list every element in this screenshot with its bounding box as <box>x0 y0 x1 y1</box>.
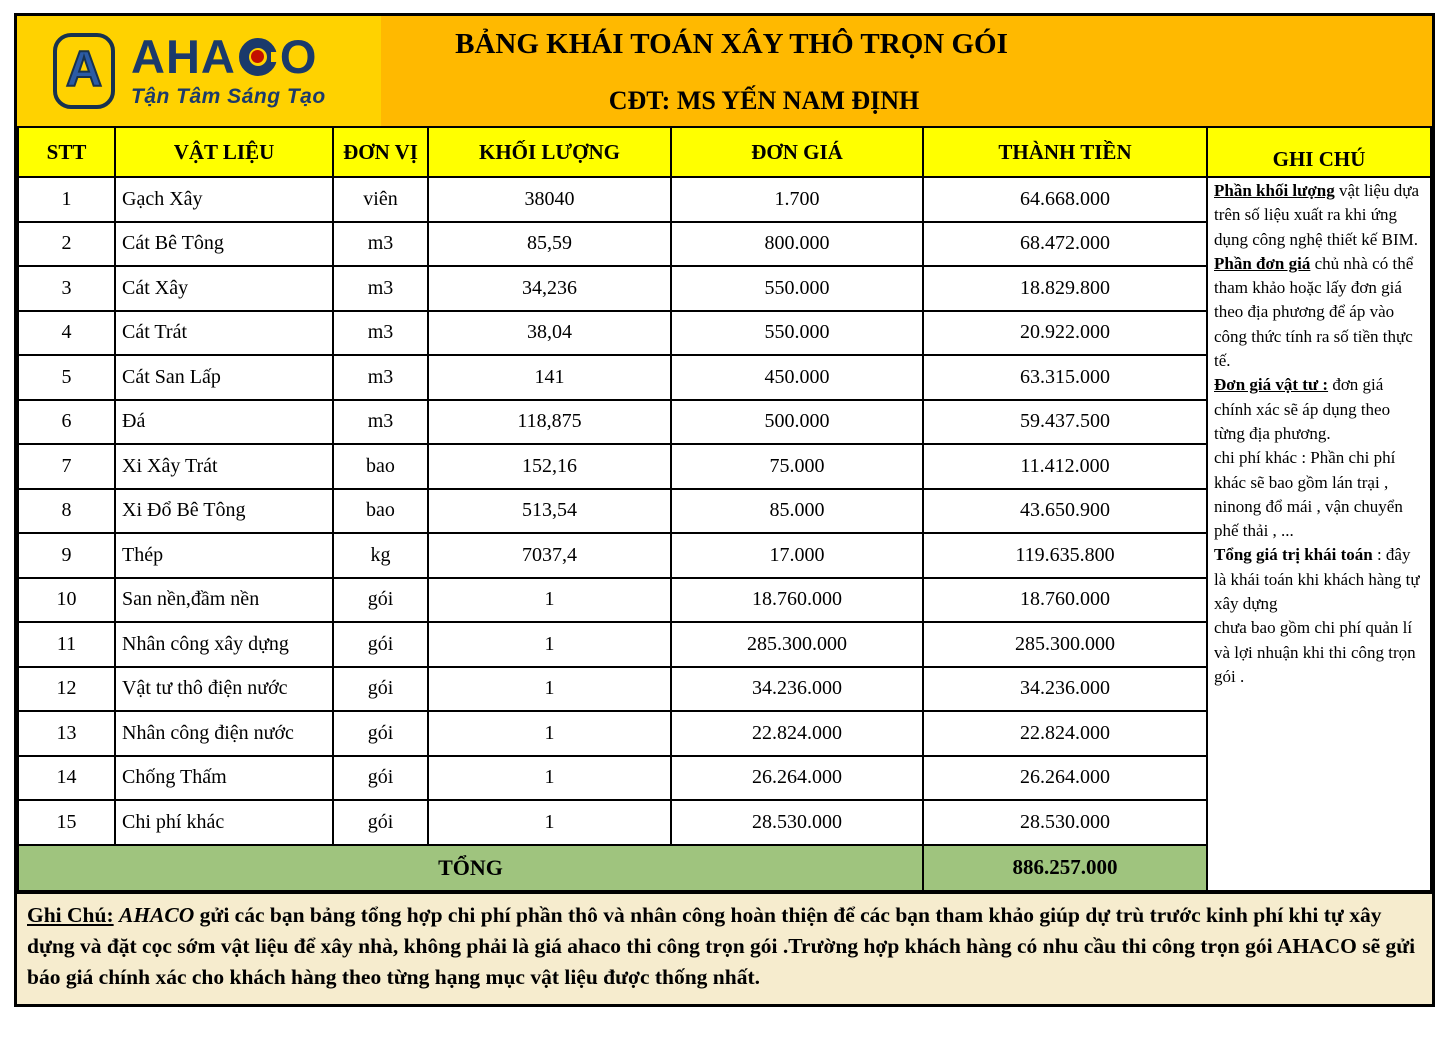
brand-tagline: Tận Tâm Sáng Tạo <box>131 85 326 108</box>
amount-cell: 20.922.000 <box>923 311 1207 356</box>
unit-cell: gói <box>333 667 428 712</box>
row-index-cell: 14 <box>18 756 115 801</box>
document-subtitle: CĐT: MS YẾN NAM ĐỊNH <box>608 86 920 115</box>
material-cell: San nền,đầm nền <box>115 578 333 623</box>
quantity-cell: 1 <box>428 800 671 845</box>
unit-cell: m3 <box>333 311 428 356</box>
unit-cell: gói <box>333 800 428 845</box>
column-header-vat-lieu: VẬT LIỆU <box>115 127 333 177</box>
amount-cell: 119.635.800 <box>923 533 1207 578</box>
amount-cell: 18.829.800 <box>923 266 1207 311</box>
unit-price-cell: 85.000 <box>671 489 923 534</box>
ahaco-logo <box>17 16 381 126</box>
brand-wordmark: A H A O <box>131 30 318 83</box>
quantity-cell: 1 <box>428 711 671 756</box>
unit-price-cell: 550.000 <box>671 311 923 356</box>
note-paragraph: Ghi Chú: AHACO gửi các bạn bảng tổng hợp chi phí phần thô và nhân công hoàn thiện để các bạn tham khảo giúp dự trù trước kinh phí khi tự xây dựng và đặt cọc sớm vật liệu để xây nhà, không phải là giá ahaco thi công trọn gói .Trường hợp khách hàng có nhu cầu thi công trọn gói AHACO sẽ gửi báo giá chính xác cho khách hàng theo từng hạng mục vật liệu được thống nhất. <box>27 902 1416 990</box>
amount-cell: 11.412.000 <box>923 444 1207 489</box>
notes-cell <box>1207 177 1431 891</box>
material-cell: Chống Thấm <box>115 756 333 801</box>
header-band <box>17 16 1432 126</box>
note-paragraph: Tổng giá trị khái toán : đây là khái toán khi khách hàng tự xây dựng <box>1214 545 1420 614</box>
quantity-cell: 38,04 <box>428 311 671 356</box>
row-index-cell: 2 <box>18 222 115 267</box>
unit-cell: viên <box>333 177 428 222</box>
unit-cell: m3 <box>333 355 428 400</box>
document-title: BẢNG KHÁI TOÁN XÂY THÔ TRỌN GÓI <box>455 28 1008 60</box>
unit-price-cell: 17.000 <box>671 533 923 578</box>
material-cell: Cát Trát <box>115 311 333 356</box>
quantity-cell: 85,59 <box>428 222 671 267</box>
unit-price-cell: 26.264.000 <box>671 756 923 801</box>
amount-cell: 59.437.500 <box>923 400 1207 445</box>
logo-letter-a: A <box>65 41 103 97</box>
note-paragraph: Phần khối lượng vật liệu dựa trên số liệu xuất ra khi ứng dụng công nghệ thiết kế BIM. <box>1214 181 1419 249</box>
row-index-cell: 4 <box>18 311 115 356</box>
note-paragraph: chi phí khác : Phần chi phí khác sẽ bao gồm lán trại , ninong đổ mái , vận chuyển phế thải , ... <box>1214 448 1403 541</box>
unit-price-cell: 34.236.000 <box>671 667 923 712</box>
row-index-cell: 15 <box>18 800 115 845</box>
total-label-cell: TỔNG <box>18 845 923 891</box>
unit-price-cell: 18.760.000 <box>671 578 923 623</box>
column-header-don-gia: ĐƠN GIÁ <box>671 127 923 177</box>
note-paragraph: chưa bao gồm chi phí quản lí và lợi nhuận khi thi công trọn gói . <box>1214 618 1416 686</box>
amount-cell: 68.472.000 <box>923 222 1207 267</box>
note-paragraph: Đơn giá vật tư : đơn giá chính xác sẽ áp dụng theo từng địa phương. <box>1214 375 1391 443</box>
quantity-cell: 118,875 <box>428 400 671 445</box>
unit-cell: gói <box>333 578 428 623</box>
unit-cell: m3 <box>333 400 428 445</box>
ahaco-a-mark-icon <box>53 33 115 109</box>
material-cell: Xi Xây Trát <box>115 444 333 489</box>
unit-cell: gói <box>333 622 428 667</box>
amount-cell: 63.315.000 <box>923 355 1207 400</box>
row-index-cell: 8 <box>18 489 115 534</box>
unit-cell: kg <box>333 533 428 578</box>
total-value-cell: 886.257.000 <box>923 845 1207 891</box>
row-index-cell: 3 <box>18 266 115 311</box>
material-cell: Cát Bê Tông <box>115 222 333 267</box>
unit-price-cell: 28.530.000 <box>671 800 923 845</box>
quantity-cell: 152,16 <box>428 444 671 489</box>
column-header-ghi-chu: GHI CHÚ <box>1207 127 1431 177</box>
quantity-cell: 1 <box>428 756 671 801</box>
row-index-cell: 10 <box>18 578 115 623</box>
quantity-cell: 1 <box>428 622 671 667</box>
amount-cell: 285.300.000 <box>923 622 1207 667</box>
row-index-cell: 11 <box>18 622 115 667</box>
material-cell: Vật tư thô điện nước <box>115 667 333 712</box>
note-paragraph: Phần đơn giá chủ nhà có thể tham khảo hoặc lấy đơn giá theo địa phương để áp vào công thức tính ra số tiền thực tế. <box>1214 253 1414 371</box>
table-row <box>18 177 1431 222</box>
quantity-cell: 513,54 <box>428 489 671 534</box>
unit-price-cell: 285.300.000 <box>671 622 923 667</box>
row-index-cell: 1 <box>18 177 115 222</box>
material-cell: Nhân công xây dựng <box>115 622 333 667</box>
unit-price-cell: 75.000 <box>671 444 923 489</box>
row-index-cell: 6 <box>18 400 115 445</box>
material-cell: Chi phí khác <box>115 800 333 845</box>
unit-cell: gói <box>333 711 428 756</box>
unit-cell: gói <box>333 756 428 801</box>
footer-note <box>17 892 1432 1004</box>
amount-cell: 26.264.000 <box>923 756 1207 801</box>
material-cell: Thép <box>115 533 333 578</box>
unit-price-cell: 22.824.000 <box>671 711 923 756</box>
amount-cell: 43.650.900 <box>923 489 1207 534</box>
row-index-cell: 13 <box>18 711 115 756</box>
row-index-cell: 5 <box>18 355 115 400</box>
cost-estimate-sheet <box>14 13 1435 1007</box>
unit-price-cell: 550.000 <box>671 266 923 311</box>
title-area <box>381 16 1432 126</box>
amount-cell: 64.668.000 <box>923 177 1207 222</box>
unit-price-cell: 1.700 <box>671 177 923 222</box>
unit-cell: m3 <box>333 222 428 267</box>
material-cell: Đá <box>115 400 333 445</box>
material-cell: Xi Đổ Bê Tông <box>115 489 333 534</box>
quantity-cell: 1 <box>428 578 671 623</box>
unit-cell: m3 <box>333 266 428 311</box>
amount-cell: 28.530.000 <box>923 800 1207 845</box>
row-index-cell: 12 <box>18 667 115 712</box>
quantity-cell: 1 <box>428 667 671 712</box>
material-cell: Cát Xây <box>115 266 333 311</box>
column-header-don-vi: ĐƠN VỊ <box>333 127 428 177</box>
amount-cell: 22.824.000 <box>923 711 1207 756</box>
quantity-cell: 38040 <box>428 177 671 222</box>
material-cell: Nhân công điện nước <box>115 711 333 756</box>
row-index-cell: 7 <box>18 444 115 489</box>
stylized-c-icon <box>239 38 277 76</box>
quantity-cell: 34,236 <box>428 266 671 311</box>
column-header-stt: STT <box>18 127 115 177</box>
amount-cell: 18.760.000 <box>923 578 1207 623</box>
cost-table <box>17 126 1432 892</box>
material-cell: Gạch Xây <box>115 177 333 222</box>
unit-cell: bao <box>333 444 428 489</box>
quantity-cell: 7037,4 <box>428 533 671 578</box>
unit-price-cell: 800.000 <box>671 222 923 267</box>
row-index-cell: 9 <box>18 533 115 578</box>
unit-price-cell: 500.000 <box>671 400 923 445</box>
quantity-cell: 141 <box>428 355 671 400</box>
unit-cell: bao <box>333 489 428 534</box>
column-header-khoi-luong: KHỐI LƯỢNG <box>428 127 671 177</box>
unit-price-cell: 450.000 <box>671 355 923 400</box>
material-cell: Cát San Lấp <box>115 355 333 400</box>
logo-text-block <box>131 30 326 109</box>
column-header-thanh-tien: THÀNH TIỀN <box>923 127 1207 177</box>
amount-cell: 34.236.000 <box>923 667 1207 712</box>
table-header-row <box>18 127 1431 177</box>
